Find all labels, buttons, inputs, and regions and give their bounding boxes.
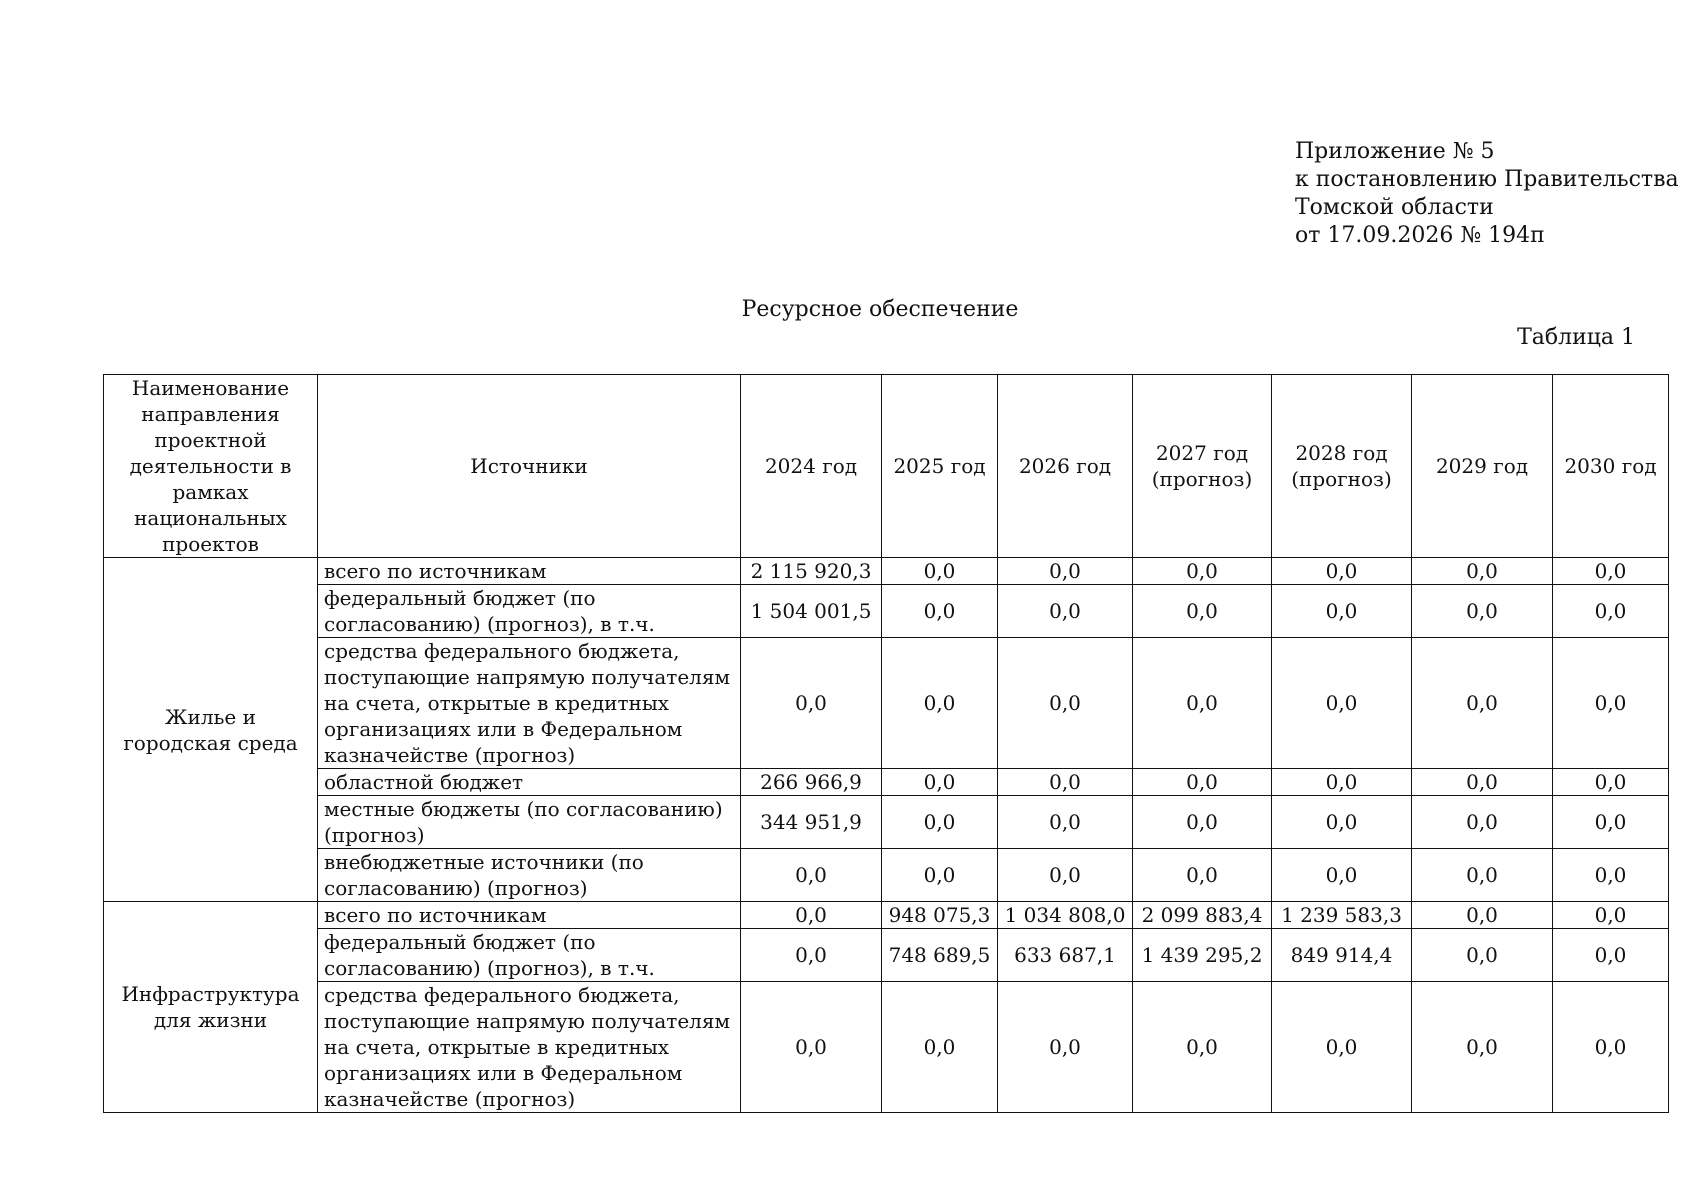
header-year-2025: 2025 год xyxy=(882,375,998,558)
table-row xyxy=(104,769,1669,796)
value-cell: 0,0 xyxy=(998,558,1133,585)
header-year-2026: 2026 год xyxy=(998,375,1133,558)
value-cell: 0,0 xyxy=(1133,638,1272,769)
value-cell: 0,0 xyxy=(1272,769,1412,796)
value-cell: 0,0 xyxy=(998,796,1133,849)
value-cell: 1 439 295,2 xyxy=(1133,929,1272,982)
source-cell: федеральный бюджет (по согласованию) (прогноз), в т.ч. xyxy=(318,585,741,638)
value-cell: 0,0 xyxy=(1553,849,1669,902)
value-cell: 0,0 xyxy=(1272,585,1412,638)
value-cell: 1 504 001,5 xyxy=(741,585,882,638)
value-cell: 0,0 xyxy=(1553,982,1669,1113)
value-cell: 0,0 xyxy=(1553,796,1669,849)
value-cell: 0,0 xyxy=(882,585,998,638)
source-cell: всего по источникам xyxy=(318,558,741,585)
value-cell: 0,0 xyxy=(1412,849,1553,902)
table-row xyxy=(104,585,1669,638)
value-cell: 1 034 808,0 xyxy=(998,902,1133,929)
header-row xyxy=(104,375,1669,558)
resource-table xyxy=(103,374,1669,1113)
value-cell: 0,0 xyxy=(1272,638,1412,769)
group-name: Инфраструктура для жизни xyxy=(104,902,318,1113)
table-row xyxy=(104,982,1669,1113)
value-cell: 0,0 xyxy=(1412,585,1553,638)
appendix-line: к постановлению Правительства xyxy=(1295,167,1679,192)
source-cell: областной бюджет xyxy=(318,769,741,796)
source-cell: внебюджетные источники (по согласованию) (прогноз) xyxy=(318,849,741,902)
value-cell: 0,0 xyxy=(1272,796,1412,849)
value-cell: 344 951,9 xyxy=(741,796,882,849)
appendix-header xyxy=(1295,138,1679,250)
table-label: Таблица 1 xyxy=(1517,325,1635,350)
value-cell: 1 239 583,3 xyxy=(1272,902,1412,929)
value-cell: 0,0 xyxy=(741,929,882,982)
value-cell: 0,0 xyxy=(1412,769,1553,796)
value-cell: 0,0 xyxy=(1133,769,1272,796)
header-year-2024: 2024 год xyxy=(741,375,882,558)
value-cell: 0,0 xyxy=(1272,982,1412,1113)
value-cell: 0,0 xyxy=(1553,585,1669,638)
value-cell: 0,0 xyxy=(1412,902,1553,929)
value-cell: 0,0 xyxy=(1133,585,1272,638)
value-cell: 0,0 xyxy=(1412,929,1553,982)
table-row xyxy=(104,558,1669,585)
table-row xyxy=(104,796,1669,849)
value-cell: 2 115 920,3 xyxy=(741,558,882,585)
appendix-line: от 17.09.2026 № 194п xyxy=(1295,223,1545,248)
header-year-2029: 2029 год xyxy=(1412,375,1553,558)
table-row xyxy=(104,638,1669,769)
value-cell: 0,0 xyxy=(998,982,1133,1113)
value-cell: 266 966,9 xyxy=(741,769,882,796)
value-cell: 0,0 xyxy=(741,638,882,769)
header-year-2028: 2028 год (прогноз) xyxy=(1272,375,1412,558)
value-cell: 948 075,3 xyxy=(882,902,998,929)
value-cell: 0,0 xyxy=(882,558,998,585)
value-cell: 0,0 xyxy=(1272,849,1412,902)
source-cell: всего по источникам xyxy=(318,902,741,929)
value-cell: 0,0 xyxy=(1412,638,1553,769)
table-row xyxy=(104,929,1669,982)
header-direction: Наименование направления проектной деятельности в рамках национальных проектов xyxy=(104,375,318,558)
value-cell: 0,0 xyxy=(741,849,882,902)
source-cell: местные бюджеты (по согласованию) (прогноз) xyxy=(318,796,741,849)
value-cell: 0,0 xyxy=(741,982,882,1113)
source-cell: средства федерального бюджета, поступающие напрямую получателям на счета, открытые в кредитных организациях или в Федеральном казначействе (прогноз) xyxy=(318,638,741,769)
value-cell: 0,0 xyxy=(998,849,1133,902)
value-cell: 0,0 xyxy=(1272,558,1412,585)
value-cell: 0,0 xyxy=(1412,982,1553,1113)
appendix-line: Томской области xyxy=(1295,195,1494,220)
value-cell: 0,0 xyxy=(1553,769,1669,796)
value-cell: 633 687,1 xyxy=(998,929,1133,982)
table-row xyxy=(104,849,1669,902)
value-cell: 0,0 xyxy=(882,982,998,1113)
value-cell: 0,0 xyxy=(1133,796,1272,849)
header-year-2030: 2030 год xyxy=(1553,375,1669,558)
value-cell: 0,0 xyxy=(1553,929,1669,982)
value-cell: 0,0 xyxy=(882,849,998,902)
value-cell: 0,0 xyxy=(1553,558,1669,585)
value-cell: 0,0 xyxy=(882,638,998,769)
source-cell: средства федерального бюджета, поступающие напрямую получателям на счета, открытые в кредитных организациях или в Федеральном казначействе (прогноз) xyxy=(318,982,741,1113)
value-cell: 2 099 883,4 xyxy=(1133,902,1272,929)
document-title: Ресурсное обеспечение xyxy=(741,297,1019,322)
value-cell: 0,0 xyxy=(882,769,998,796)
value-cell: 748 689,5 xyxy=(882,929,998,982)
value-cell: 0,0 xyxy=(1412,558,1553,585)
value-cell: 0,0 xyxy=(1133,849,1272,902)
value-cell: 0,0 xyxy=(882,796,998,849)
value-cell: 0,0 xyxy=(998,769,1133,796)
value-cell: 0,0 xyxy=(1133,558,1272,585)
header-year-2027: 2027 год (прогноз) xyxy=(1133,375,1272,558)
table-row xyxy=(104,902,1669,929)
header-sources: Источники xyxy=(318,375,741,558)
appendix-line: Приложение № 5 xyxy=(1295,139,1495,164)
value-cell: 0,0 xyxy=(1553,902,1669,929)
value-cell: 0,0 xyxy=(1412,796,1553,849)
value-cell: 0,0 xyxy=(1133,982,1272,1113)
value-cell: 0,0 xyxy=(998,638,1133,769)
value-cell: 0,0 xyxy=(741,902,882,929)
source-cell: федеральный бюджет (по согласованию) (прогноз), в т.ч. xyxy=(318,929,741,982)
group-name: Жилье и городская среда xyxy=(104,558,318,902)
value-cell: 0,0 xyxy=(998,585,1133,638)
value-cell: 849 914,4 xyxy=(1272,929,1412,982)
value-cell: 0,0 xyxy=(1553,638,1669,769)
